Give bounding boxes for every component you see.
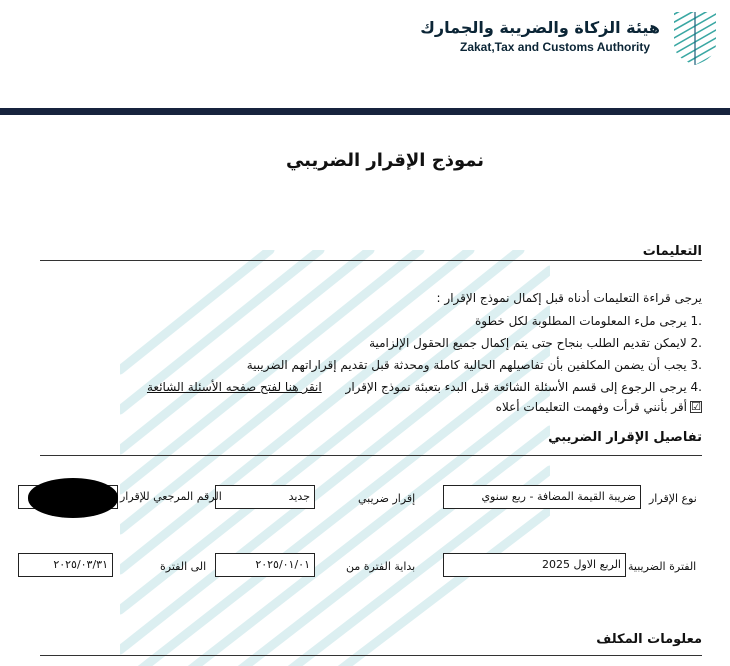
instructions-intro: يرجى قراءة التعليمات أدناه قبل إكمال نموذج الإقرار : [436, 291, 702, 305]
taxpayer-info-heading: معلومات المكلف [596, 632, 702, 647]
period-end-field[interactable]: ٢٠٢٥/٠٣/٣١ [18, 553, 113, 577]
instruction-number: 3. [690, 358, 702, 372]
zatca-logo-icon [670, 10, 720, 66]
instruction-number: 1. [690, 314, 702, 328]
reference-number-label: الرقم المرجعي للإقرار [120, 490, 222, 503]
faq-link[interactable]: انقر هنا لفتح صفحه الأسئلة الشائعة [146, 380, 322, 394]
period-start-field[interactable]: ٢٠٢٥/٠١/٠١ [215, 553, 315, 577]
return-details-heading: تفاصيل الإقرار الضريبي [548, 430, 702, 445]
instruction-text: يجب أن يضمن المكلفين بأن تفاصيلهم الحالية كاملة ومحدثة قبل تقديم إقراراتهم الضريبية [246, 358, 687, 372]
instruction-item-3 [247, 357, 702, 373]
instruction-item-4 [147, 379, 702, 395]
instruction-text: لايمكن تقديم الطلب بنجاح حتى يتم إكمال جميع الحقول الإلزامية [369, 336, 687, 350]
instructions-divider [40, 260, 702, 261]
org-name-english: Zakat,Tax and Customs Authority [460, 40, 651, 54]
acknowledge-checkbox[interactable]: ☑ [691, 400, 701, 413]
return-type-label: نوع الإقرار [649, 492, 697, 505]
period-start-label: بداية الفترة من [346, 560, 416, 573]
tax-period-label: الفترة الضريبية [628, 560, 697, 573]
instruction-number: 4. [690, 380, 702, 394]
form-title [0, 150, 730, 171]
return-type-field[interactable]: ضريبة القيمة المضافة - ربع سنوي [443, 485, 641, 509]
acknowledge-label: أقر بأنني قرأت وفهمت التعليمات أعلاه [495, 400, 687, 414]
form-title-text: نموذج الإقرار الضريبي [285, 150, 485, 171]
redaction-mark [28, 478, 118, 518]
acknowledge-row [496, 400, 702, 414]
instructions-heading: التعليمات [642, 244, 702, 259]
instruction-item-2 [369, 335, 702, 351]
org-name-arabic: هيئة الزكاة والضريبة والجمارك [420, 18, 660, 37]
return-details-divider [40, 455, 702, 456]
taxpayer-info-divider [40, 655, 702, 656]
instruction-number: 2. [690, 336, 702, 350]
header-divider-bar [0, 108, 730, 115]
tax-period-field[interactable]: الربع الاول 2025 [443, 553, 626, 577]
declaration-label: إقرار ضريبي [358, 492, 416, 505]
instruction-item-1 [475, 313, 702, 329]
period-end-label: الى الفترة [160, 560, 207, 573]
instruction-text: يرجى ملء المعلومات المطلوبة لكل خطوة [475, 314, 687, 328]
declaration-field[interactable]: جديد [215, 485, 315, 509]
instruction-text: يرجى الرجوع إلى قسم الأسئلة الشائعة قبل البدء بتعبئة نموذج الإقرار [345, 380, 687, 394]
